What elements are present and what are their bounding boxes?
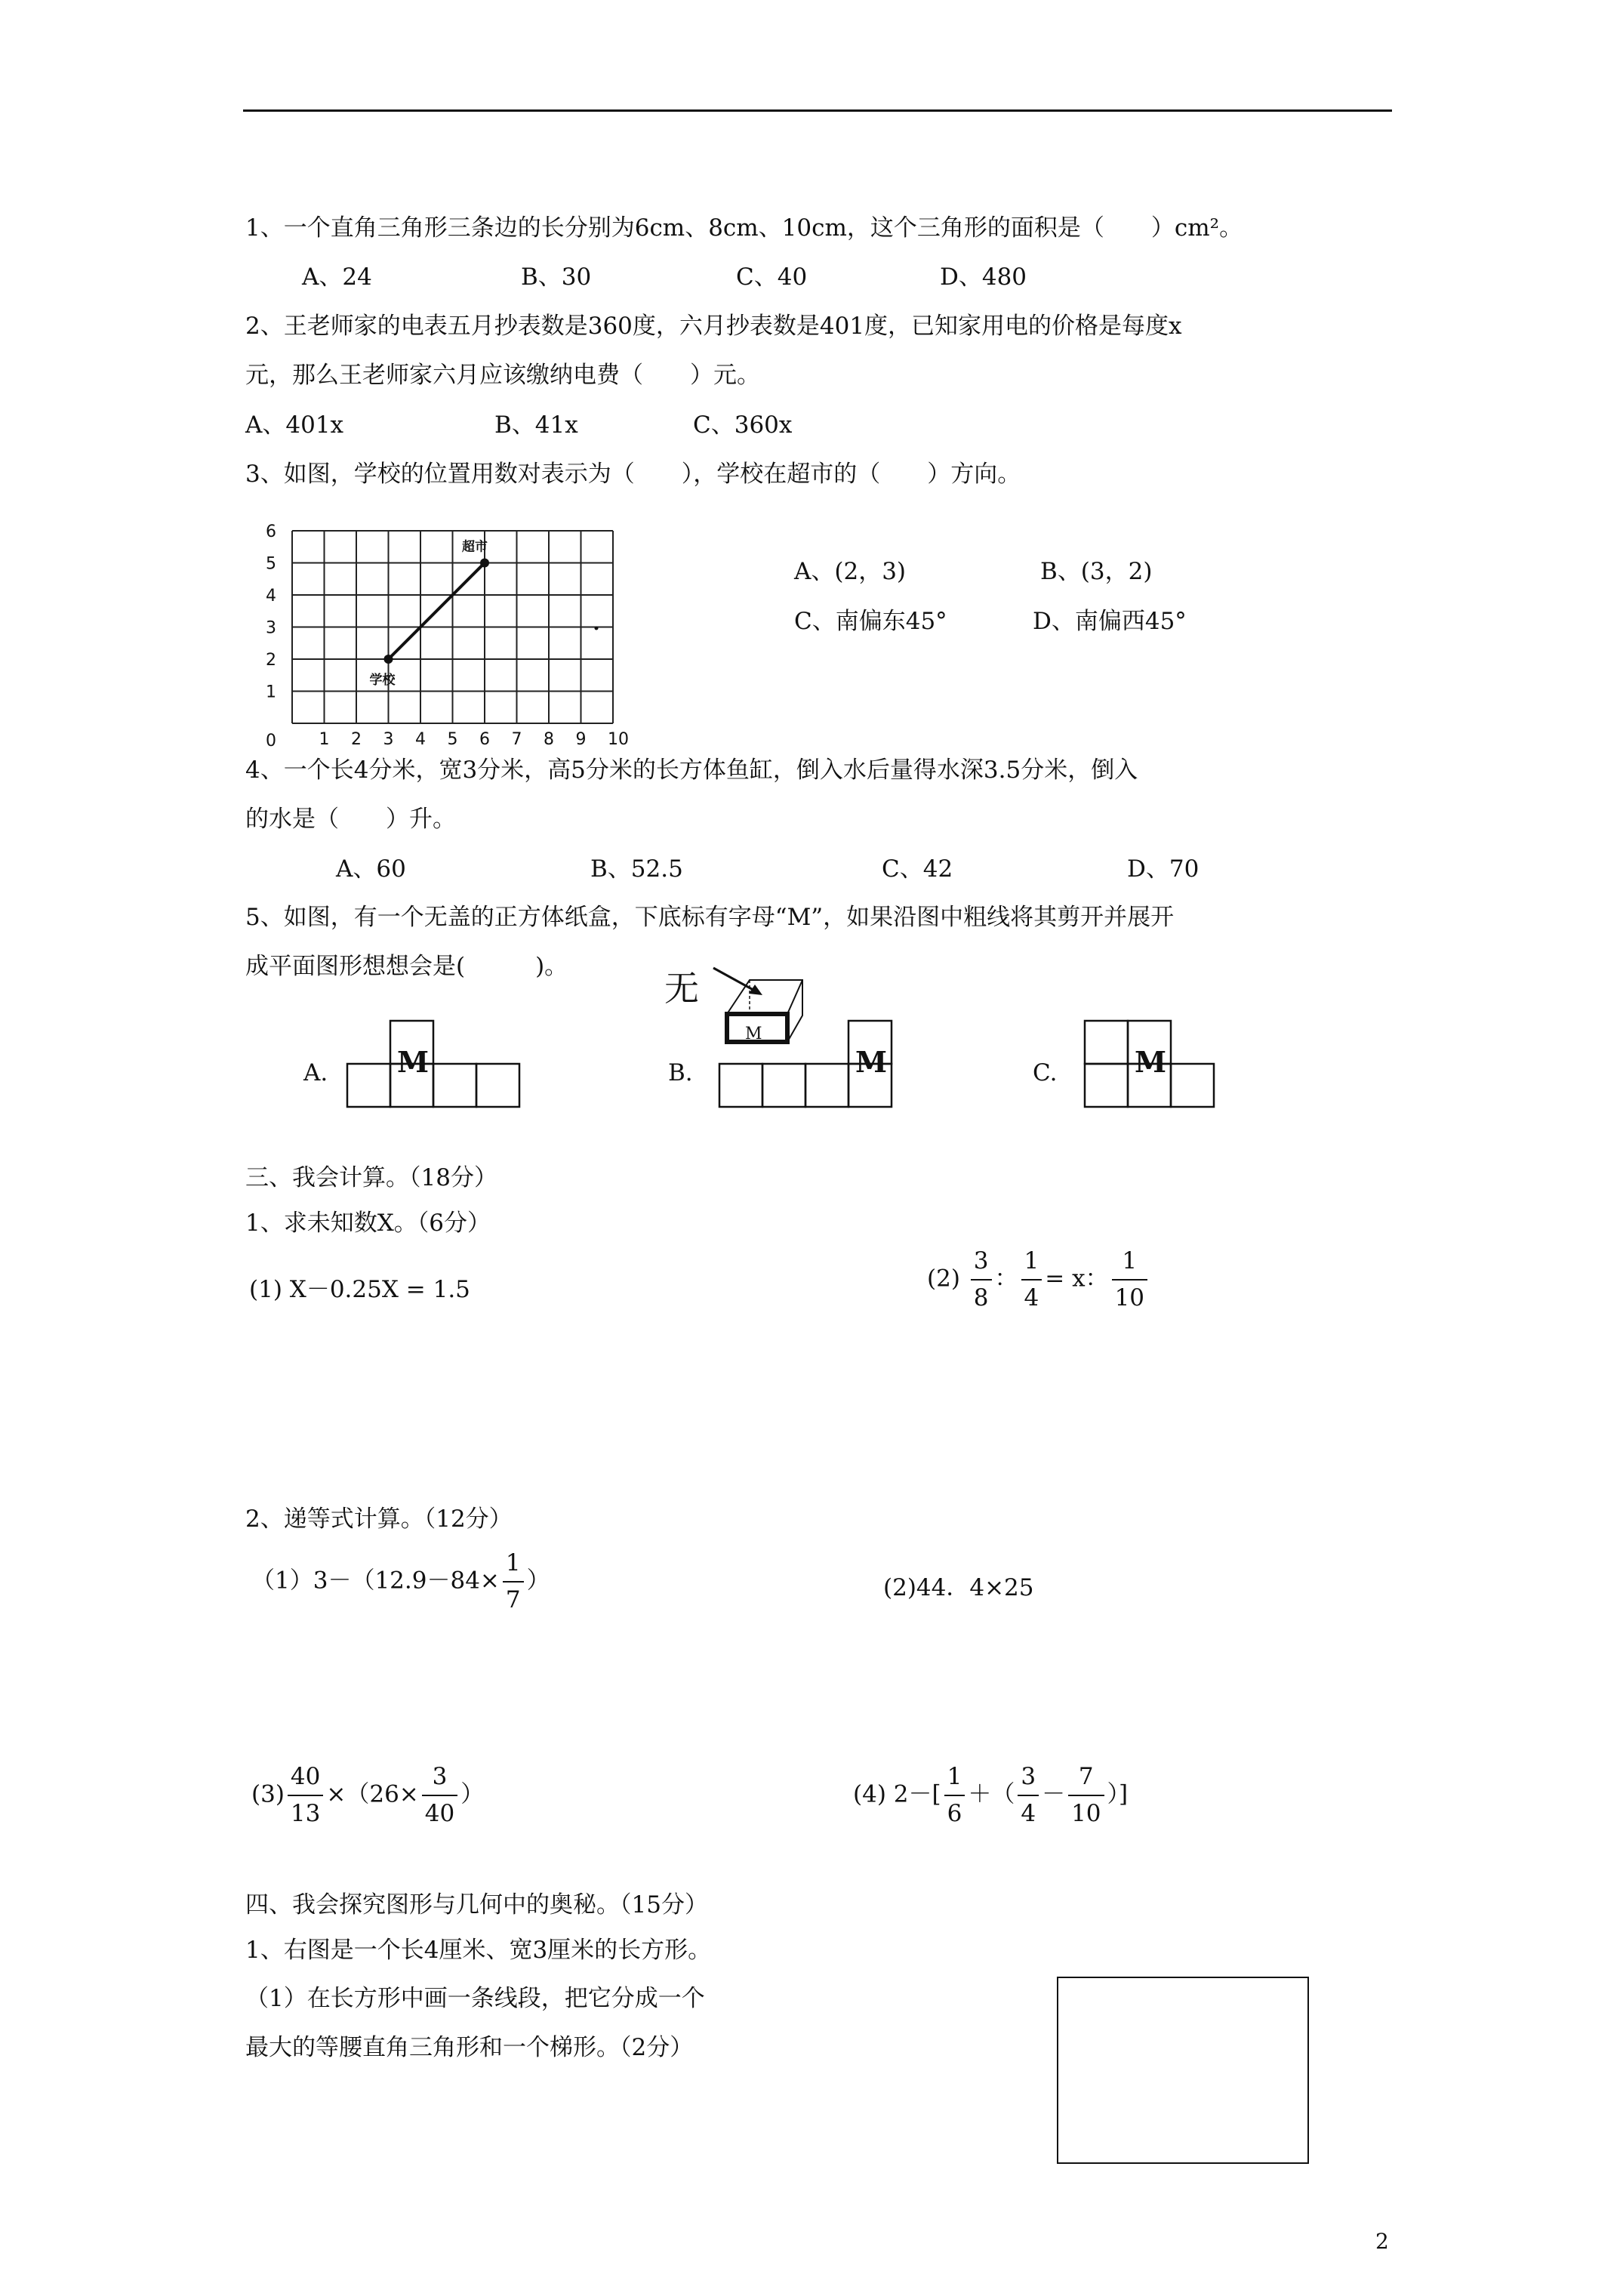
fraction-1-4: $\frac{1}{4}$ xyxy=(1021,1250,1042,1310)
q1-option-a: A、24 xyxy=(302,264,372,291)
q3-option-c: C、南偏东45° xyxy=(794,608,947,635)
y-tick-label: 4 xyxy=(266,587,276,606)
q3-option-d: D、南偏西45° xyxy=(1033,608,1187,635)
q5-line1: 5、如图，有一个无盖的正方体纸盒，下底标有字母“M”，如果沿图中粗线将其剪开并展开 xyxy=(245,904,1175,931)
fraction-1-6: $\frac{1}{6}$ xyxy=(944,1765,965,1826)
fraction-3-4: $\frac{3}{4}$ xyxy=(1018,1765,1039,1826)
q5-option-a: A. xyxy=(303,1059,328,1086)
x-tick-label: 1 xyxy=(319,730,330,749)
net-b-letter: M xyxy=(855,1045,888,1079)
fraction-3-40: $\frac{3}{40}$ xyxy=(422,1765,457,1826)
net-a xyxy=(347,1021,519,1107)
fraction-40-13: $\frac{40}{13}$ xyxy=(288,1765,323,1826)
s3-p2-e3: (3) $\frac{40}{13}$ ×（26× $\frac{3}{40}$ ） xyxy=(251,1763,485,1827)
s4-title: 四、我会探究图形与几何中的奥秘。（15分） xyxy=(245,1891,708,1918)
s3-title: 三、我会计算。（18分） xyxy=(245,1164,497,1191)
y-tick-label: 1 xyxy=(266,683,276,702)
net-a-letter: M xyxy=(397,1045,430,1079)
x-tick-label: 4 xyxy=(415,730,426,749)
x-tick-label: 10 xyxy=(608,730,629,749)
x-tick-label: 7 xyxy=(511,730,522,749)
s4-p1-a-line1: （1）在长方形中画一条线段，把它分成一个 xyxy=(245,1985,705,2012)
s3-p2-e2: (2)44．4×25 xyxy=(883,1574,1034,1601)
school-label: 学校 xyxy=(369,673,396,688)
page-number: 2 xyxy=(1375,2229,1389,2254)
x-tick-label: 2 xyxy=(351,730,362,749)
s3-p2-e1: （1）3－（12.9－84× $\frac{1}{7}$ ） xyxy=(251,1549,550,1613)
s3-p1-e2: (2) $\frac{3}{8}$ ： $\frac{1}{4}$ = x： $\frac{1}{10}$ xyxy=(927,1250,1150,1310)
rectangle-4x3 xyxy=(1057,1977,1309,2164)
x-tick-label: 5 xyxy=(447,730,458,749)
q2-option-b: B、41x xyxy=(494,411,578,439)
q4-option-a: A、60 xyxy=(336,855,406,883)
q5-option-c: C. xyxy=(1033,1059,1058,1086)
x-tick-label: 3 xyxy=(383,730,394,749)
s4-p1-title: 1、右图是一个长4厘米、宽3厘米的长方形。 xyxy=(245,1937,712,1964)
s3-p2-title: 2、递等式计算。（12分） xyxy=(245,1505,513,1533)
q1-stem: 1、一个直角三角形三条边的长分别为6cm、8cm、10cm，这个三角形的面积是（ ）cm²。 xyxy=(245,214,1243,242)
e2-prefix: (2) xyxy=(927,1265,960,1293)
q5-option-b: B. xyxy=(668,1059,693,1086)
fraction-1-10: $\frac{1}{10}$ xyxy=(1112,1250,1147,1310)
net-b xyxy=(719,1021,892,1107)
q4-option-c: C、42 xyxy=(882,855,953,883)
x-tick-label: 9 xyxy=(575,730,587,749)
q4-line1: 4、一个长4分米，宽3分米，高5分米的长方体鱼缸，倒入水后量得水深3.5分米，倒入 xyxy=(245,757,1138,784)
q2-option-c: C、360x xyxy=(693,411,793,439)
s4-p1-a-line2: 最大的等腰直角三角形和一个梯形。（2分） xyxy=(245,2034,694,2061)
x-tick-label: 8 xyxy=(544,730,554,749)
y-tick-label: 0 xyxy=(266,732,276,750)
q3-stem: 3、如图，学校的位置用数对表示为（ ），学校在超市的（ ）方向。 xyxy=(245,461,1021,488)
q3-option-b: B、(3，2) xyxy=(1040,558,1153,585)
y-tick-label: 2 xyxy=(266,651,276,670)
q4-option-b: B、52.5 xyxy=(590,855,683,883)
q3-option-a: A、(2，3) xyxy=(794,558,907,585)
y-tick-label: 6 xyxy=(266,522,276,541)
q2-line2: 元，那么王老师家六月应该缴纳电费（ ）元。 xyxy=(245,362,760,389)
fraction-1-7: $\frac{1}{7}$ xyxy=(503,1552,524,1612)
market-label: 超市 xyxy=(462,539,488,555)
net-c-letter: M xyxy=(1135,1045,1167,1079)
wu-label: 无 xyxy=(664,968,699,1009)
s3-p1-e1: (1) X－0.25X = 1.5 xyxy=(249,1276,470,1303)
q2-option-a: A、401x xyxy=(245,411,344,439)
q1-option-b: B、30 xyxy=(521,264,592,291)
y-tick-label: 3 xyxy=(266,618,276,638)
q5-line2: 成平面图形想想会是( )。 xyxy=(245,953,568,980)
fraction-3-8: $\frac{3}{8}$ xyxy=(971,1250,992,1310)
q2-line1: 2、王老师家的电表五月抄表数是360度，六月抄表数是401度，已知家用电的价格是每度x xyxy=(245,313,1182,340)
q4-line2: 的水是（ ）升。 xyxy=(245,806,456,833)
net-c xyxy=(1085,1021,1214,1107)
q1-option-d: D、480 xyxy=(940,264,1027,291)
x-tick-label: 6 xyxy=(479,730,490,749)
y-tick-label: 5 xyxy=(266,554,276,574)
s3-p1-title: 1、求未知数X。（6分） xyxy=(245,1210,491,1237)
fraction-7-10: $\frac{7}{10}$ xyxy=(1068,1765,1104,1826)
q1-option-c: C、40 xyxy=(736,264,808,291)
q4-option-d: D、70 xyxy=(1127,855,1200,883)
s3-p2-e4: (4) 2－[ $\frac{1}{6}$ ＋（ $\frac{3}{4}$ － $\frac{7}{10}$ ）] xyxy=(853,1763,1129,1827)
cube-letter: M xyxy=(745,1025,762,1043)
